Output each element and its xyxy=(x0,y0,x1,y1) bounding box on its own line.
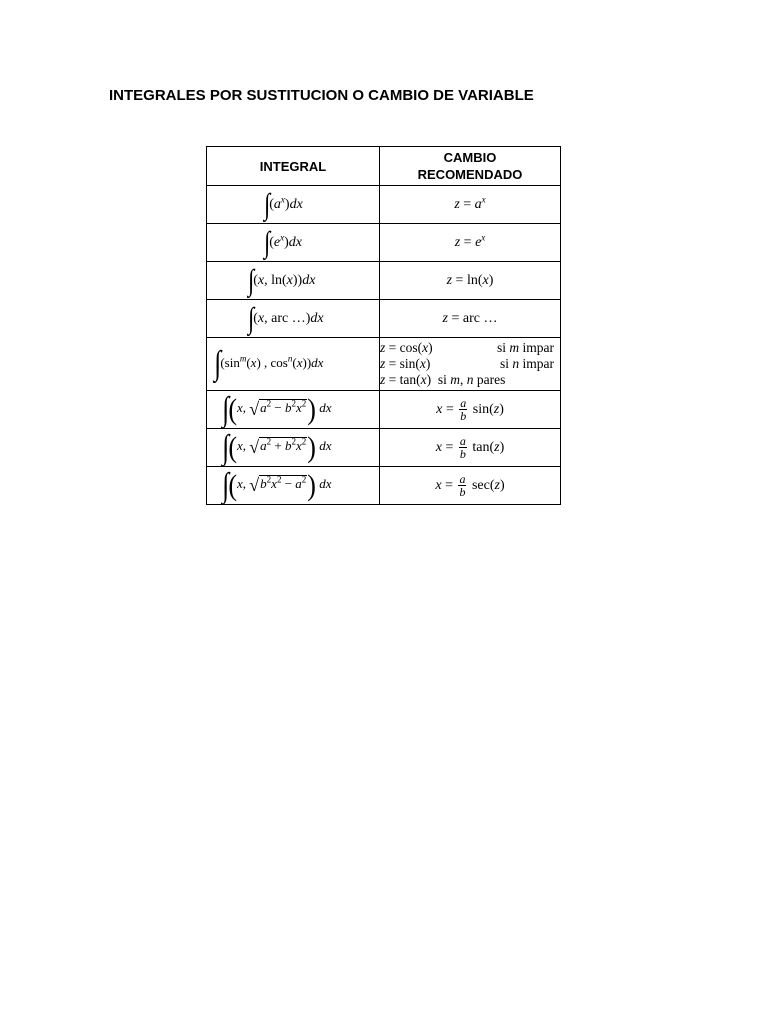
header-cambio xyxy=(380,147,561,186)
change-cell xyxy=(380,300,561,338)
integral-expression: ∫(x, $√a^2 - b^2x^2$) dx xyxy=(222,390,332,428)
integral-cell xyxy=(207,429,380,467)
integral-expression: $\int(e^x)dx$ xyxy=(264,225,302,259)
table-header-row xyxy=(207,147,561,186)
change-cell xyxy=(380,186,561,224)
integral-cell xyxy=(207,186,380,224)
integral-cell xyxy=(207,224,380,262)
header-cambio-line1: CAMBIO xyxy=(443,150,497,165)
table-row xyxy=(207,186,561,224)
integral-expression: ∫(x, $√a^2 + b^2x^2$) dx xyxy=(222,428,332,466)
change-expression: z = ln(x) xyxy=(446,272,494,288)
table-row xyxy=(207,300,561,338)
change-cell xyxy=(380,224,561,262)
change-expression: x = $\frac{a}{b}$ tan(z) xyxy=(435,434,505,461)
table-row xyxy=(207,429,561,467)
table-row xyxy=(207,391,561,429)
change-cell xyxy=(380,391,561,429)
integral-cell xyxy=(207,262,380,300)
change-expression: $z = a^x$ xyxy=(454,193,486,212)
table-row xyxy=(207,262,561,300)
integral-cell xyxy=(207,338,380,391)
change-cell xyxy=(380,467,561,505)
integral-expression: ∫(x, ln(x))dx xyxy=(248,263,316,297)
table-row xyxy=(207,338,561,391)
change-line: z = cos(x) si m impar xyxy=(380,340,554,355)
integral-cell xyxy=(207,391,380,429)
change-line: z = tan(x) si m, n pares xyxy=(380,372,506,387)
change-cell xyxy=(380,262,561,300)
change-expression: z = arc … xyxy=(442,310,498,326)
table-row xyxy=(207,467,561,505)
integral-expression: ∫(x, $√b^2x^2 - a^2$) dx xyxy=(222,466,332,504)
integral-cell xyxy=(207,467,380,505)
header-cambio-line2: RECOMENDADO xyxy=(417,167,523,182)
change-cell xyxy=(380,429,561,467)
header-integral: INTEGRAL xyxy=(207,147,380,186)
change-expression: x = $\frac{a}{b}$ sin(z) xyxy=(436,396,504,423)
integral-expression: ∫(x, arc …)dx xyxy=(248,301,324,335)
substitution-table xyxy=(206,146,561,505)
page-title: INTEGRALES POR SUSTITUCION O CAMBIO DE VARIABLE xyxy=(109,87,534,104)
change-cell xyxy=(380,338,561,391)
integral-expression: $\int(a^x)dx$ xyxy=(264,187,303,221)
integral-expression: $\int(\sin^m(x)$ , $\cos^n(x))dx$ xyxy=(214,345,324,382)
table-row xyxy=(207,224,561,262)
change-expression: $z = e^x$ xyxy=(454,231,486,250)
change-expression: x = $\frac{a}{b}$ sec(z) xyxy=(435,472,505,499)
change-line: z = sin(x) si n impar xyxy=(380,356,554,371)
integral-cell xyxy=(207,300,380,338)
